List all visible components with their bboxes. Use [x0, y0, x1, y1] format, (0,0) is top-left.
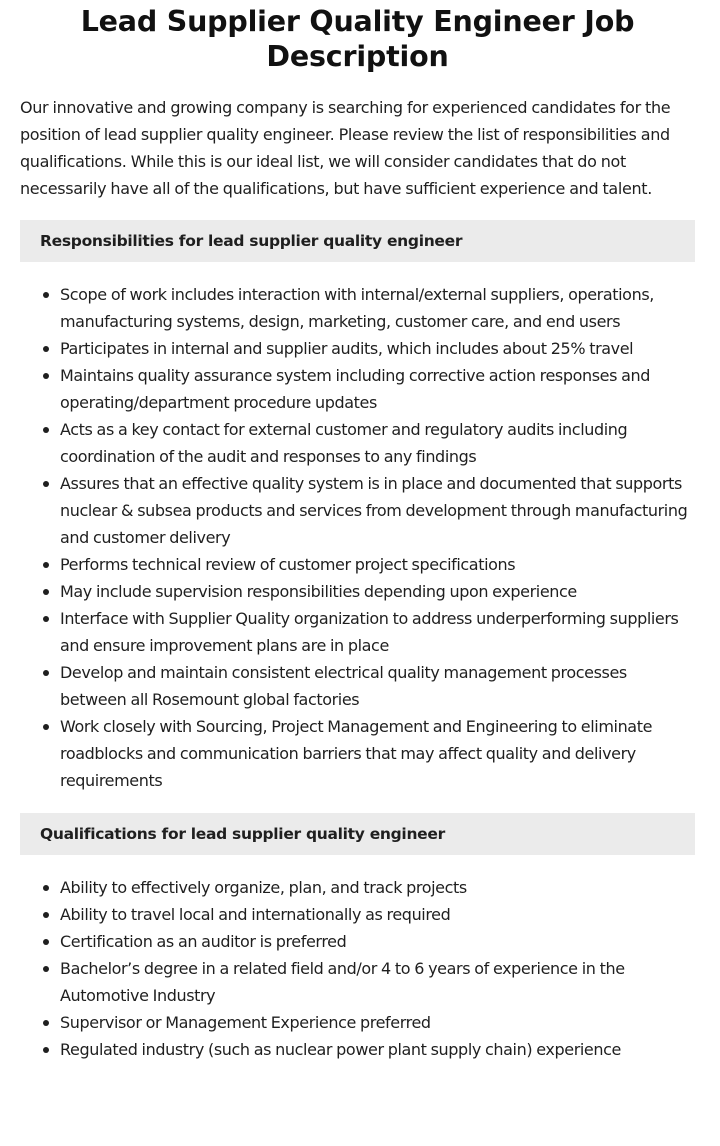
qualification-item: Certification as an auditor is preferred	[20, 928, 695, 955]
qualification-item: Ability to effectively organize, plan, and track projects	[20, 874, 695, 901]
responsibility-item: Participates in internal and supplier audits, which includes about 25% travel	[20, 335, 695, 362]
qualifications-heading	[20, 813, 695, 855]
responsibility-item: Interface with Supplier Quality organization to address underperforming suppliers and ensure improvement plans are in place	[20, 605, 695, 659]
page-title: Lead Supplier Quality Engineer Job Description	[80, 5, 635, 73]
intro-paragraph: Our innovative and growing company is searching for experienced candidates for the position of lead supplier quality engineer. Please review the list of responsibilities and qualifications. While this is our ideal list, we will consider candidates that do not necessarily have all of the qualifications, but have sufficient experience and talent.	[20, 98, 671, 198]
responsibility-item: Develop and maintain consistent electrical quality management processes between all Rosemount global factories	[20, 659, 695, 713]
responsibility-item: Assures that an effective quality system is in place and documented that supports nuclear & subsea products and services from development through manufacturing and customer delivery	[20, 470, 695, 551]
qualifications-list	[20, 874, 695, 1063]
qualification-item: Ability to travel local and internationally as required	[20, 901, 695, 928]
responsibility-item: Performs technical review of customer project specifications	[20, 551, 695, 578]
responsibility-item: Acts as a key contact for external customer and regulatory audits including coordination of the audit and responses to any findings	[20, 416, 695, 470]
qualifications-heading-text: Qualifications for lead supplier quality engineer	[40, 825, 445, 843]
qualification-item: Regulated industry (such as nuclear power plant supply chain) experience	[20, 1036, 695, 1063]
responsibilities-heading	[20, 220, 695, 262]
responsibility-item: Scope of work includes interaction with internal/external suppliers, operations, manufacturing systems, design, marketing, customer care, and end users	[20, 281, 695, 335]
responsibilities-list	[20, 281, 695, 794]
qualification-item: Bachelor’s degree in a related field and/or 4 to 6 years of experience in the Automotive Industry	[20, 955, 695, 1009]
qualification-item: Supervisor or Management Experience preferred	[20, 1009, 695, 1036]
responsibilities-heading-text: Responsibilities for lead supplier quality engineer	[40, 232, 463, 250]
responsibility-item: Work closely with Sourcing, Project Management and Engineering to eliminate roadblocks and communication barriers that may affect quality and delivery requirements	[20, 713, 695, 794]
responsibility-item: May include supervision responsibilities depending upon experience	[20, 578, 695, 605]
responsibility-item: Maintains quality assurance system including corrective action responses and operating/department procedure updates	[20, 362, 695, 416]
